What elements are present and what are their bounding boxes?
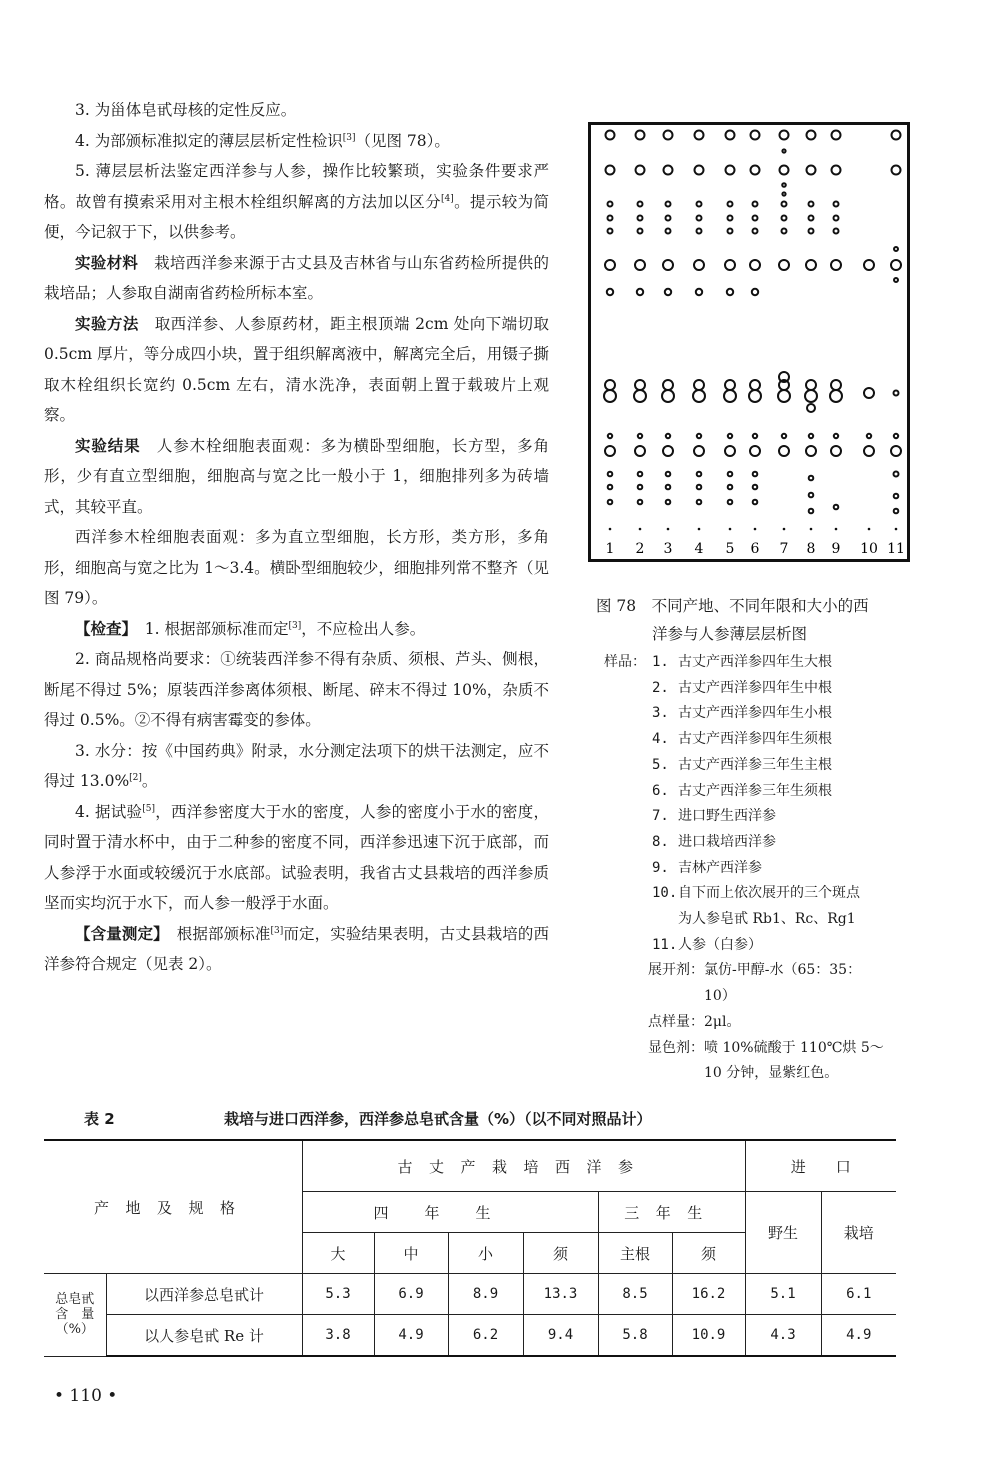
col-header-main-root: 主根: [598, 1233, 672, 1274]
tlc-spot: [606, 131, 615, 140]
legend-text: 自下而上依次展开的三个斑点: [678, 885, 860, 902]
tlc-origin-dot: [639, 528, 642, 531]
tlc-spot: [834, 202, 839, 207]
tlc-spot: [666, 216, 671, 221]
lane-label: 1: [605, 541, 615, 557]
tlc-spot: [751, 131, 760, 140]
method-heading: 实验方法: [75, 314, 139, 333]
tlc-spot: [638, 202, 643, 207]
three-year-label: 三年生: [624, 1203, 719, 1222]
table-row: [44, 1274, 896, 1315]
legend-text: 古丈产西洋参四年生大根: [678, 654, 832, 670]
side-label-line: 含 量: [55, 1307, 95, 1323]
tlc-origin-dot: [868, 528, 871, 531]
tlc-spot: [753, 472, 758, 477]
legend-text: 吉林产西洋参: [678, 859, 762, 876]
col-header-fibrous: 须: [523, 1233, 598, 1274]
tlc-spot: [636, 131, 645, 140]
tlc-spot: [664, 131, 673, 140]
citation-ref: [3]: [342, 132, 356, 143]
tlc-spot: [697, 434, 701, 438]
p4-tail: （见图 78）。: [355, 131, 450, 150]
stain-note-continued: 10 分钟，显紫红色。: [704, 1065, 839, 1082]
materials-paragraph: [44, 248, 549, 309]
legend-number: 4.: [652, 731, 669, 748]
tlc-spot: [608, 500, 613, 505]
lane-label: 7: [779, 541, 789, 557]
table-cell: 5.1: [745, 1274, 821, 1315]
legend-prefix: [604, 676, 652, 702]
tlc-spot: [782, 202, 787, 207]
col-header-cultivated: 栽培: [821, 1192, 896, 1274]
tlc-spot: [782, 434, 786, 438]
legend-item: [604, 830, 934, 856]
tlc-spot: [663, 260, 673, 270]
legend-prefix: [604, 881, 652, 907]
tlc-spot: [727, 289, 733, 295]
tlc-spot: [695, 131, 704, 140]
table-cell: 6.1: [821, 1274, 896, 1315]
tlc-spot: [728, 472, 733, 477]
tlc-spot: [638, 434, 642, 438]
tlc-spot: [832, 131, 841, 140]
table-cell: 6.2: [448, 1315, 523, 1357]
legend-prefix: 样品：: [604, 654, 646, 670]
tlc-spot: [608, 202, 613, 207]
tlc-spot: [832, 166, 841, 175]
check4-tail: ，西洋参密度大于水的密度，人参的密度小于水的密度，同时置于清水杯中，由于二种参的密度不同，西洋参迅速下沉于底部，而人参浮于水面或较缓沉于水底部。试验表明，我省古丈县栽培的西洋参质坚而实均沉于水下，而人参一般浮于水面。: [44, 802, 549, 912]
legend-item: [604, 701, 934, 727]
legend-text: 古丈产西洋参四年生须根: [678, 731, 832, 748]
table-cell: 5.3: [302, 1274, 374, 1315]
citation-ref: [4]: [440, 193, 454, 204]
four-year-label: 四年生: [373, 1203, 527, 1222]
tlc-spot: [724, 390, 736, 402]
tlc-spot: [753, 202, 758, 207]
tlc-spot: [809, 493, 814, 498]
p5-tail: 。提示较为简便，今记叙于下，以供参考。: [44, 192, 549, 241]
check-paragraph-3: [44, 736, 549, 797]
tlc-spot: [806, 260, 816, 270]
tlc-spot: [725, 446, 735, 456]
legend-item: [604, 856, 934, 882]
tlc-spot: [831, 380, 841, 390]
assay-heading: 【含量测定】: [75, 924, 162, 943]
tlc-spot: [638, 229, 643, 234]
legend-number: 2.: [652, 679, 669, 696]
legend-number: 8.: [652, 833, 669, 850]
table-number: 表 2: [84, 1110, 115, 1128]
tlc-spot: [750, 260, 760, 270]
legend-number: 3.: [652, 705, 669, 722]
row-label: 以人参皂甙 Re 计: [106, 1315, 302, 1357]
method-paragraph: [44, 309, 549, 431]
legend-text: 古丈产西洋参四年生中根: [678, 679, 832, 696]
tlc-spot: [666, 472, 671, 477]
assay-tail: 而定，实验结果表明，古丈县栽培的西洋参符合规定（见表 2）。: [44, 924, 549, 973]
tlc-spot: [662, 390, 674, 402]
legend-number: 1.: [652, 654, 669, 670]
legend-item: [604, 804, 934, 830]
tlc-spot: [753, 500, 758, 505]
tlc-spot: [728, 485, 733, 490]
table-cell: 8.9: [448, 1274, 523, 1315]
col-header-large: 大: [302, 1233, 374, 1274]
tlc-origin-dot: [835, 528, 838, 531]
tlc-spot: [753, 229, 758, 234]
tlc-origin-dot: [895, 528, 898, 531]
tlc-spot: [664, 166, 673, 175]
tlc-spot: [663, 380, 673, 390]
legend-item: [604, 779, 934, 805]
check3-text: 3. 水分：按《中国药典》附录，水分测定法项下的烘干法测定，应不得过 13.0%: [44, 741, 549, 790]
group-header-guzhang: [302, 1140, 745, 1192]
tlc-spot: [782, 183, 786, 187]
tlc-plate-figure: [588, 122, 910, 562]
side-label-line: （%）: [55, 1322, 94, 1338]
tlc-spot: [782, 192, 785, 195]
tlc-spot: [697, 500, 702, 505]
tlc-spot: [894, 434, 898, 438]
tlc-spot: [894, 509, 899, 514]
p4-text: 4. 为部颁标准拟定的薄层层析定性检识: [75, 131, 343, 150]
solvent-note-continued: 10）: [704, 988, 736, 1005]
tlc-spot: [697, 216, 702, 221]
check-paragraph-2: 2. 商品规格尚要求：①统装西洋参不得有杂质、须根、芦头、侧根，断尾不得过 5%；原装西洋参离体须根、断尾、碎末不得过 10%，杂质不得过 0.5%。②不得有病害霉变的参体。: [44, 650, 549, 729]
tlc-spot: [726, 166, 735, 175]
tlc-spot: [809, 202, 814, 207]
tlc-spot: [694, 260, 704, 270]
row-label: 以西洋参总皂甙计: [106, 1274, 302, 1315]
legend-text: 进口栽培西洋参: [678, 833, 776, 850]
legend-prefix: [604, 779, 652, 805]
side-label-cell: [44, 1274, 106, 1357]
table-cell: 16.2: [672, 1274, 745, 1315]
tlc-spot: [693, 390, 705, 402]
tlc-spot: [605, 260, 615, 270]
tlc-origin-dot: [810, 528, 813, 531]
tlc-spot: [635, 260, 645, 270]
table-cell: 13.3: [523, 1274, 598, 1315]
tlc-spot: [637, 289, 643, 295]
legend-item: [604, 753, 934, 779]
page-number: • 110 •: [54, 1386, 118, 1406]
tlc-spot: [831, 446, 841, 456]
legend-item: [604, 676, 934, 702]
tlc-spot: [728, 216, 733, 221]
tlc-spot: [894, 247, 898, 251]
tlc-spot: [894, 472, 899, 477]
tlc-origin-dot: [698, 528, 701, 531]
tlc-spot: [605, 380, 615, 390]
table-cell: 8.5: [598, 1274, 672, 1315]
lane-label: 10: [860, 541, 878, 557]
tlc-spot: [666, 229, 671, 234]
legend-prefix: [604, 753, 652, 779]
tlc-spot: [697, 472, 702, 477]
tlc-spot: [697, 229, 702, 234]
legend-item: [604, 727, 934, 753]
table-cell: 4.9: [821, 1315, 896, 1357]
paragraph-5: [44, 156, 549, 248]
tlc-spot: [605, 446, 615, 456]
tlc-spot: [779, 446, 789, 456]
col-header-wild: 野生: [745, 1192, 821, 1274]
legend-prefix: [604, 727, 652, 753]
tlc-spot: [750, 380, 760, 390]
tlc-spot: [830, 390, 842, 402]
tlc-spot: [696, 289, 702, 295]
tlc-spot: [894, 278, 898, 282]
tlc-spot: [807, 166, 816, 175]
tlc-spot: [750, 446, 760, 456]
tlc-spot: [780, 166, 789, 175]
tlc-spot: [782, 216, 787, 221]
legend-text: 古丈产西洋参三年生须根: [678, 782, 832, 799]
tlc-spot: [807, 131, 816, 140]
tlc-spot: [806, 380, 816, 390]
citation-ref: [3]: [288, 620, 302, 631]
tlc-spot: [809, 229, 814, 234]
tlc-spots: [591, 125, 907, 559]
tlc-spot: [780, 131, 789, 140]
lane-label: 4: [694, 541, 704, 557]
tlc-spot: [891, 260, 901, 270]
tlc-spot: [894, 391, 899, 396]
tlc-spot: [778, 390, 790, 402]
subheader-three-year: [598, 1192, 745, 1233]
figure-caption-line-2: 洋参与人参薄层层析图: [652, 625, 808, 643]
legend-prefix: [604, 804, 652, 830]
table-cell: 3.8: [302, 1315, 374, 1357]
check1-tail: ，不应检出人参。: [301, 619, 426, 638]
tlc-spot: [663, 446, 673, 456]
subheader-four-year: [302, 1192, 598, 1233]
lane-label: 6: [750, 541, 760, 557]
tlc-spot: [665, 289, 671, 295]
lane-label: 5: [725, 541, 735, 557]
group-header-import: 进 口: [745, 1140, 896, 1192]
legend-prefix: [604, 830, 652, 856]
tlc-spot: [891, 446, 901, 456]
paragraph-4: [44, 126, 549, 157]
tlc-origin-dot: [783, 528, 786, 531]
tlc-spot: [782, 149, 785, 152]
check4-text: 4. 据试验: [75, 802, 143, 821]
tlc-spot: [666, 434, 670, 438]
tlc-spot: [834, 229, 839, 234]
figure-caption: [596, 592, 926, 648]
tlc-spot: [834, 216, 839, 221]
tlc-spot: [606, 166, 615, 175]
row-header-label: 产地及规格: [93, 1198, 252, 1217]
tlc-spot: [864, 446, 874, 456]
lane-label: 2: [635, 541, 645, 557]
tlc-spot: [607, 289, 613, 295]
tlc-spot: [753, 434, 757, 438]
tlc-spot: [753, 485, 758, 490]
tlc-spot: [638, 216, 643, 221]
tlc-spot: [608, 216, 613, 221]
table-cell: 5.8: [598, 1315, 672, 1357]
tlc-spot: [728, 202, 733, 207]
tlc-origin-dot: [729, 528, 732, 531]
solvent-note: 展开剂：氯仿-甲醇-水（65：35：: [648, 962, 862, 979]
tlc-spot: [634, 390, 646, 402]
legend-number: 6.: [652, 782, 669, 799]
tlc-spot: [894, 494, 899, 499]
table-cell: 4.9: [374, 1315, 448, 1357]
stain-note: 显色剂：喷 10%硫酸于 110℃烘 5～: [648, 1039, 884, 1056]
tlc-spot: [728, 500, 733, 505]
legend-text: 古丈产西洋参三年生主根: [678, 756, 832, 773]
legend-text: 人参（白参）: [678, 936, 762, 953]
lane-label: 3: [663, 541, 673, 557]
paragraph-3: 3. 为甾体皂甙母核的定性反应。: [75, 101, 297, 119]
legend-text: 古丈产西洋参四年生小根: [678, 705, 832, 722]
saponin-content-table: [44, 1139, 896, 1357]
tlc-spot: [805, 390, 817, 402]
legend-number: 9.: [652, 859, 669, 876]
tlc-spot: [834, 505, 839, 510]
tlc-spot: [604, 390, 616, 402]
tlc-spot: [752, 289, 758, 295]
tlc-spot: [666, 485, 671, 490]
tlc-spot: [751, 166, 760, 175]
legend-number: 5.: [652, 756, 669, 773]
check-heading: 【检查】: [75, 619, 130, 638]
result2-paragraph: 西洋参木栓细胞表面观：多为直立型细胞，长方形，类方形，多角形，细胞高与宽之比为 1～3.4。横卧型细胞较少，细胞排列常不整齐（见图 79）。: [44, 528, 549, 607]
tlc-spot: [892, 131, 901, 140]
tlc-spot: [779, 260, 789, 270]
tlc-spot: [728, 229, 733, 234]
tlc-spot: [782, 229, 787, 234]
tlc-spot: [636, 166, 645, 175]
lane-label: 8: [806, 541, 816, 557]
assay-paragraph: [44, 919, 549, 980]
citation-ref: [3]: [270, 925, 284, 936]
tlc-spot: [608, 434, 612, 438]
legend-prefix: [604, 701, 652, 727]
tlc-spot: [695, 166, 704, 175]
tlc-origin-dot: [754, 528, 757, 531]
legend-number: 7.: [652, 808, 669, 825]
tlc-spot: [809, 509, 814, 514]
legend-item: [604, 933, 934, 959]
figure-caption-line-1: 图 78 不同产地、不同年限和大小的西: [596, 597, 869, 615]
legend-item: [604, 881, 934, 907]
tlc-spot: [726, 131, 735, 140]
tlc-spot: [638, 485, 643, 490]
result-paragraph: [44, 431, 549, 523]
tlc-spot: [635, 446, 645, 456]
tlc-spot: [638, 500, 643, 505]
tlc-spot: [725, 380, 735, 390]
legend-prefix: [604, 856, 652, 882]
legend-prefix: [604, 933, 652, 959]
tlc-spot: [725, 260, 735, 270]
tlc-origin-dot: [667, 528, 670, 531]
check1-text: 1. 根据部颁标准而定: [144, 619, 289, 638]
tlc-spot: [638, 472, 643, 477]
legend-item: [604, 650, 934, 676]
tlc-spot: [608, 472, 613, 477]
figure-legend: [604, 650, 934, 1087]
lane-label: 9: [831, 541, 841, 557]
citation-ref: [5]: [142, 803, 156, 814]
tlc-spot: [753, 216, 758, 221]
col-header-medium: 中: [374, 1233, 448, 1274]
table-cell: 9.4: [523, 1315, 598, 1357]
table-cell: 10.9: [672, 1315, 745, 1357]
table-cell: 6.9: [374, 1274, 448, 1315]
assay-text: 根据部颁标准: [176, 924, 271, 943]
tlc-spot: [728, 434, 732, 438]
tlc-spot: [694, 380, 704, 390]
tlc-spot: [809, 216, 814, 221]
tlc-spot: [608, 229, 613, 234]
tlc-spot: [809, 476, 814, 481]
table-title: 栽培与进口西洋参，西洋参总皂甙含量（%）（以不同对照品计）: [224, 1110, 652, 1128]
tlc-spot: [834, 434, 838, 438]
tlc-spot: [806, 446, 816, 456]
tlc-spot: [608, 485, 613, 490]
col-header-fibrous-3y: 须: [672, 1233, 745, 1274]
method-text: 取西洋参、人参原药材，距主根顶端 2cm 处向下端切取 0.5cm 厚片，等分成四小块，置于组织解离液中，解离完全后，用镊子撕取木栓组织长宽约 0.5cm 左右，清水洗净，表面朝上置于载玻片上观察。: [44, 314, 549, 424]
materials-heading: 实验材料: [75, 253, 139, 272]
tlc-spot: [807, 404, 815, 412]
lane-label: 11: [887, 541, 905, 557]
main-text-column: [44, 95, 549, 980]
tlc-spot: [666, 202, 671, 207]
tlc-spot: [666, 500, 671, 505]
tlc-spot: [864, 260, 874, 270]
tlc-spot: [809, 434, 813, 438]
tlc-spot: [694, 446, 704, 456]
check-paragraph-4: [44, 797, 549, 919]
side-label-line: 总皂甙: [55, 1292, 95, 1308]
check3-tail: 。: [141, 772, 158, 790]
tlc-spot: [867, 434, 871, 438]
legend-number: 11.: [652, 936, 678, 953]
col-header-small: 小: [448, 1233, 523, 1274]
legend-text: 进口野生西洋参: [678, 808, 776, 825]
result-heading: 实验结果: [75, 436, 141, 455]
tlc-spot: [635, 380, 645, 390]
tlc-spot: [892, 166, 901, 175]
tlc-spot: [697, 485, 702, 490]
result-text: 人参木栓细胞表面观：多为横卧型细胞，长方型，多角形，少有直立型细胞，细胞高与宽之比一般小于 1，细胞排列多为砖墙式，其较平直。: [44, 436, 549, 516]
materials-text: 栽培西洋参来源于古丈县及吉林省与山东省药检所提供的栽培品；人参取自湖南省药检所标本室。: [44, 253, 549, 302]
p5-text: 5. 薄层层析法鉴定西洋参与人参，操作比较繁琐，实验条件要求严格。故曾有摸索采用对主根木栓组织解离的方法加以区分: [44, 162, 549, 211]
tlc-origin-dot: [609, 528, 612, 531]
tlc-spot: [749, 390, 761, 402]
group-guzhang-label: 古丈产栽培西洋参: [397, 1157, 650, 1176]
tlc-spot: [864, 388, 874, 398]
check-paragraph-1: [44, 614, 549, 645]
tlc-spot: [831, 260, 841, 270]
spot-volume-note: 点样量：2μl。: [648, 1013, 741, 1030]
table-row: [44, 1315, 896, 1357]
legend-text-continued: 为人参皂甙 Rb1、Rc、Rg1: [678, 911, 856, 928]
row-header-cell: [44, 1140, 302, 1274]
table-cell: 4.3: [745, 1315, 821, 1357]
tlc-spot: [697, 202, 702, 207]
citation-ref: [2]: [129, 772, 142, 783]
legend-number: 10.: [652, 885, 678, 902]
